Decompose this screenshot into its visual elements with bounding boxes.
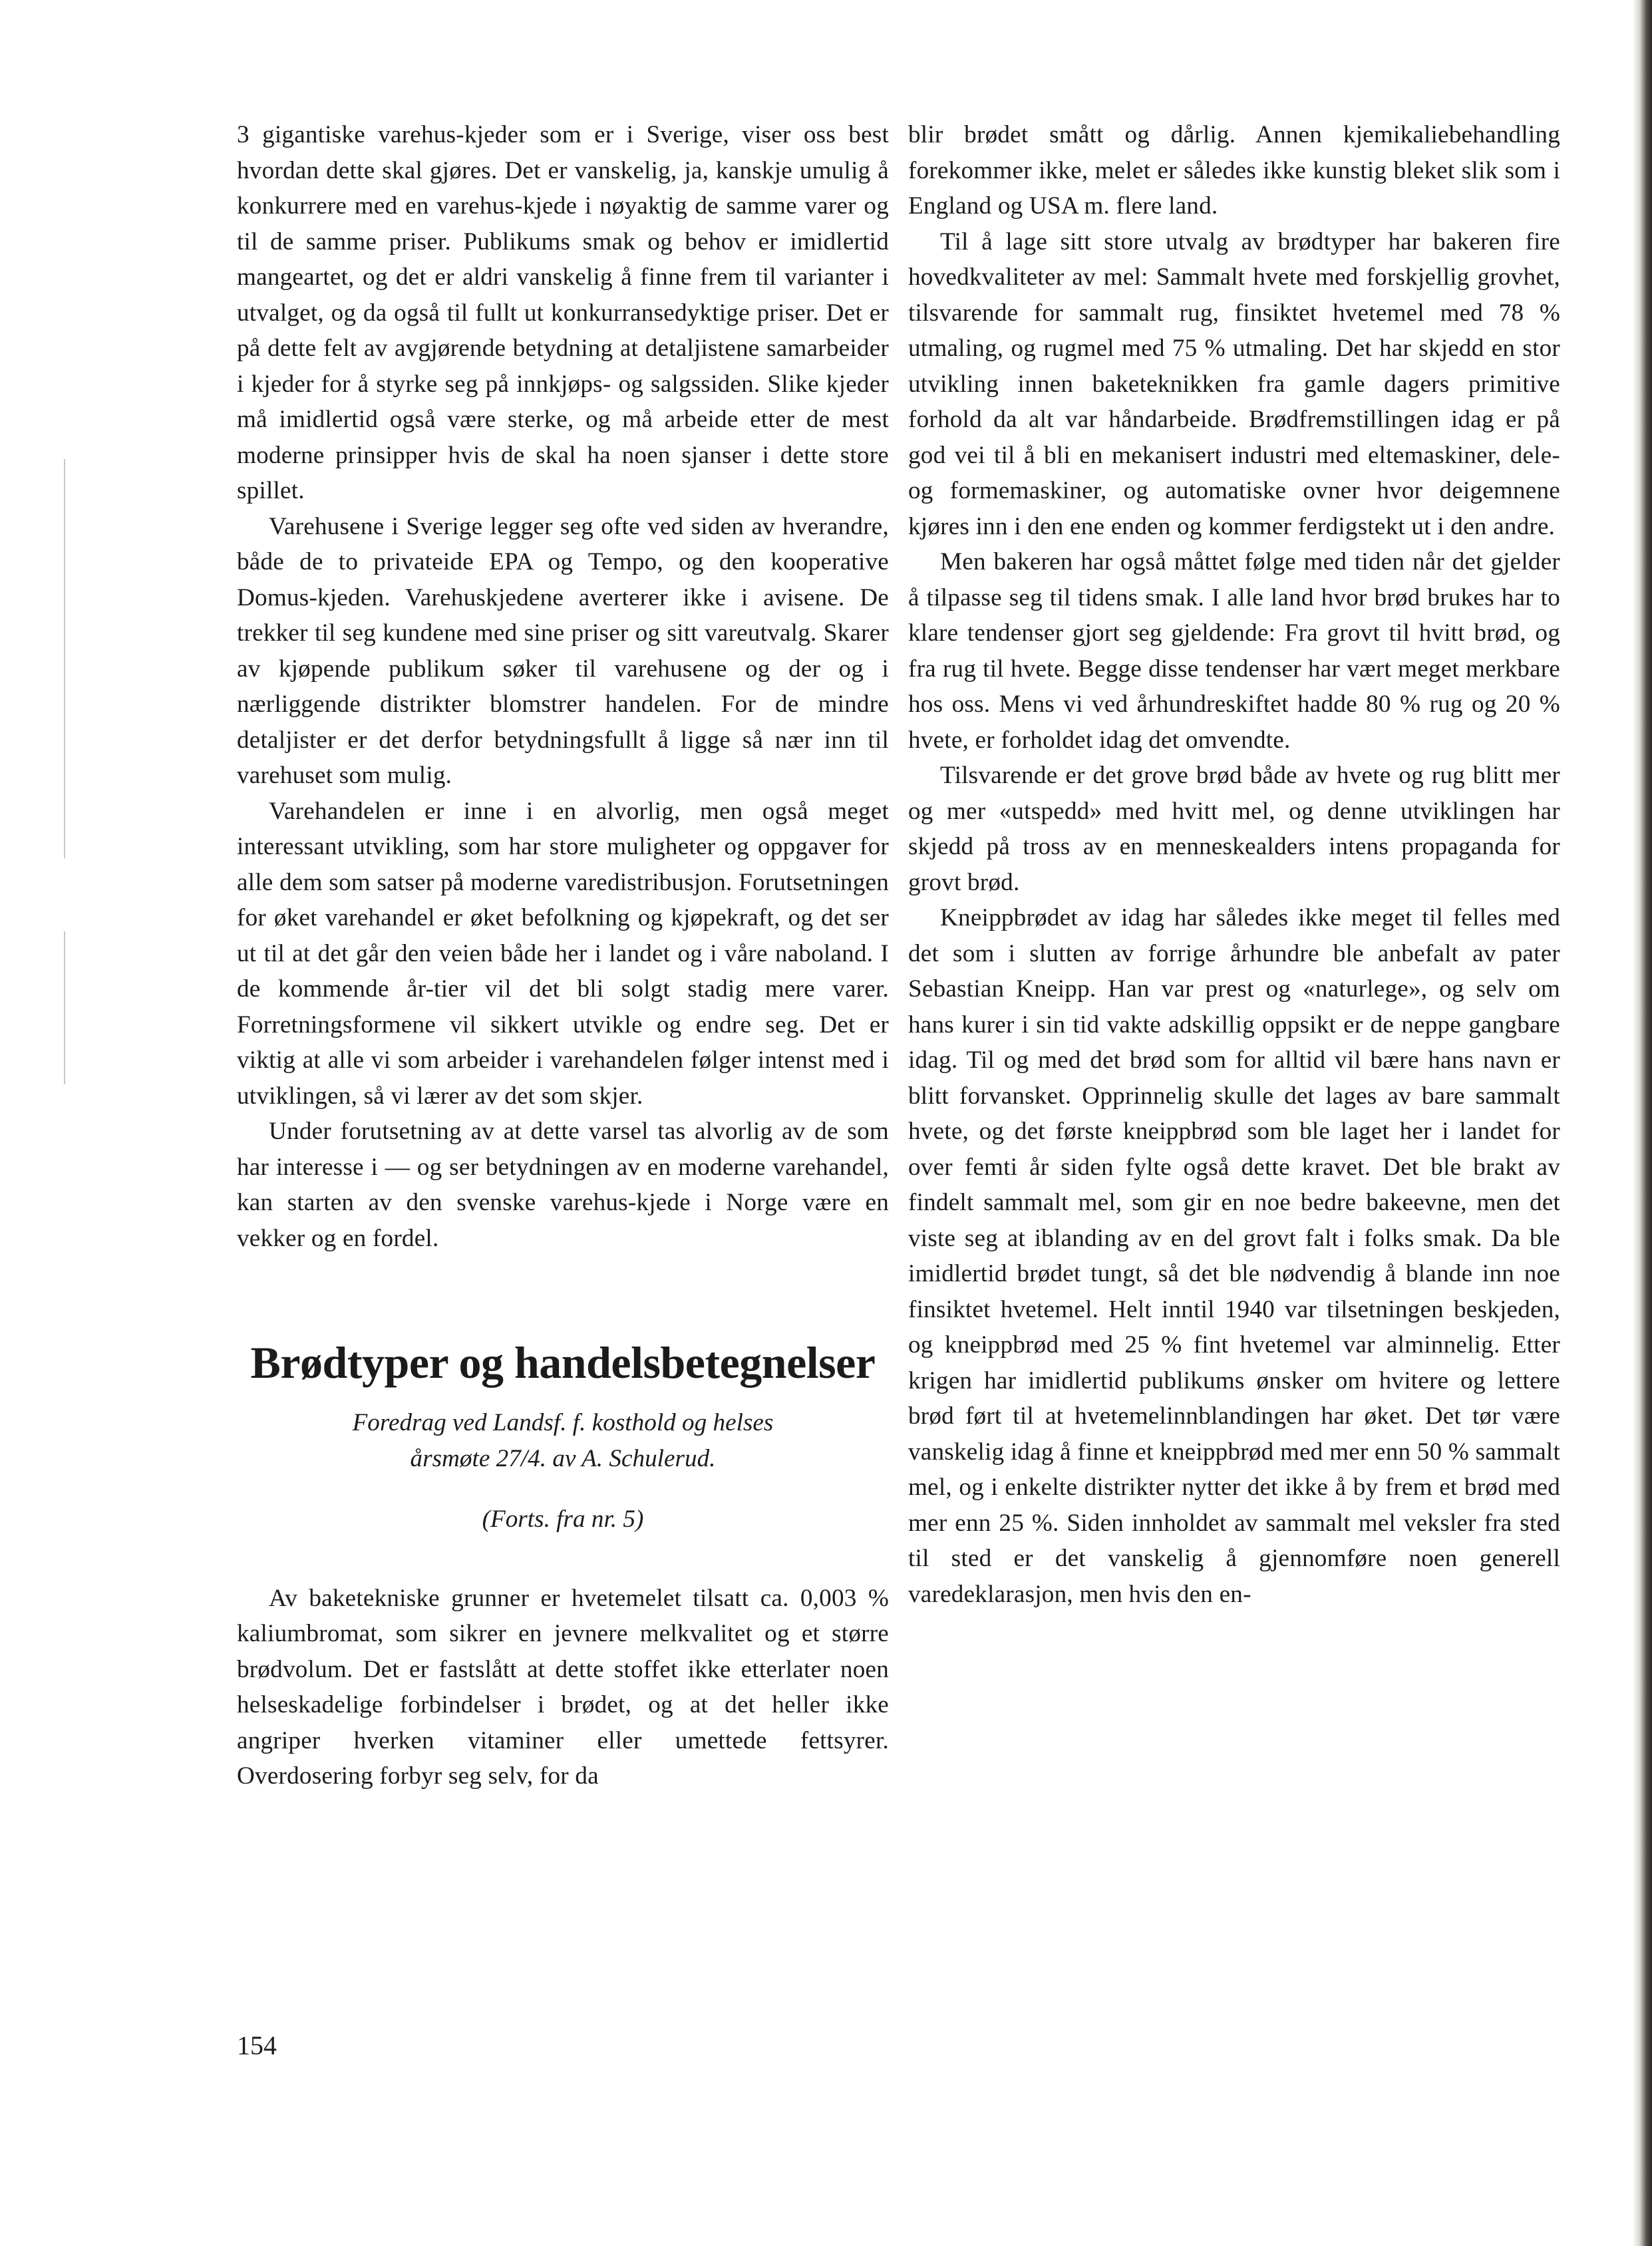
article-paragraph: blir brødet smått og dårlig. Annen kjemikaliebehandling forekommer ikke, melet er således ikke kunstig bleket slik som i England og USA m. flere land. [908, 121, 1560, 220]
article-paragraph: Kneippbrødet av idag har således ikke meget til felles med det som i slutten av forrige århundre ble anbefalt av pater Sebastian Kneipp. Han var prest og «naturlege», og selv om hans kurer i sin tid vakte adskillig oppsikt er de neppe gangbare idag. Til og med det brød som for alltid vil bære hans navn er blitt forvansket. Opprinnelig skulle det lages av bare sammalt hvete, og det første kneippbrød som ble laget her i landet for over femti år siden fylte også dette kravet. Det ble brakt av findelt sammalt mel, som gir en noe bedre bakeevne, men det viste seg at iblanding av en del grovt falt i folks smak. Da ble imidlertid brødet tungt, så det ble nødvendig å blande inn noe finsiktet hvetemel. Helt inntil 1940 var tilsetningen beskjeden, og kneippbrød med 25 % fint hvetemel var alminnelig. Etter krigen har imidlertid publikums ønsker om hvitere og lettere brød ført til at hvetemelinnblandingen har øket. Det tør være vanskelig idag å finne et kneippbrød med mer enn 50 % sammalt mel, og i enkelte distrikter nytter det ikke å by frem et brød med mer enn 25 %. Siden innholdet av sammalt mel veksler fra sted til sted er det vanskelig å gjennomføre noen generell varedeklarasjon, men hvis den en- [908, 904, 1560, 1608]
article-paragraph: Varehandelen er inne i en alvorlig, men også meget interessant utvikling, som har store muligheter og oppgaver for alle dem som satser på moderne varedistribusjon. Forutsetningen for øket varehandel er øket befolkning og kjøpekraft, og det ser ut til at det går den veien både her i landet og i våre naboland. I de kommende år-tier vil det bli solgt stadig mere varer. Forretningsformene vil sikkert utvikle og endre seg. Det er viktig at alle vi som arbeider i varehandelen følger intenst med i utviklingen, så vi lærer av det som skjer. [237, 797, 889, 1110]
article-paragraph: Av baketekniske grunner er hvetemelet tilsatt ca. 0,003 % kaliumbromat, som sikrer en jevnere melkvalitet og et større brødvolum. Det er fastslått at dette stoffet ikke etterlater noen helseskadelige forbindelser i brødet, og at det heller ikke angriper hverken vitaminer eller umettede fettsyrer. Overdosering forbyr seg selv, for da [237, 1584, 889, 1790]
right-column [908, 117, 1560, 1612]
article-heading: Brødtyper og handelsbetegnelser [250, 1337, 876, 1388]
left-margin-line [64, 459, 65, 858]
article-paragraph: Under forutsetning av at dette varsel tas alvorlig av de som har interesse i — og ser betydningen av en moderne varehandel, kan starten av den svenske varehus-kjede i Norge være en vekker og en fordel. [237, 1118, 889, 1252]
article-paragraph: Til å lage sitt store utvalg av brødtyper har bakeren fire hovedkvaliteter av mel: Sammalt hvete med forskjellig grovhet, tilsvarende for sammalt rug, finsiktet hvetemel med 78 % utmaling, og rugmel med 75 % utmaling. Det har skjedd en stor utvikling innen baketeknikken fra gamle dagers primitive forhold da alt var håndarbeide. Brødfremstillingen idag er på god vei til å bli en mekanisert industri med eltemaskiner, dele- og formemaskiner, og automatiske ovner hvor deigemnene kjøres inn i den ene enden og kommer ferdigstekt ut i den andre. [908, 228, 1560, 540]
page-number: 154 [237, 2030, 277, 2060]
article-subtitle: Foredrag ved Landsf. f. kosthold og helses [352, 1409, 774, 1436]
left-margin-line [64, 931, 65, 1084]
article-paragraph: 3 gigantiske varehus-kjeder som er i Sverige, viser oss best hvordan dette skal gjøres. Det er vanskelig, ja, kanskje umulig å konkurrere med en varehus-kjede i nøyaktig de samme varer og til de samme priser. Publikums smak og behov er imidlertid mangeartet, og det er aldri vanskelig å finne frem til varianter i utvalget, og da også til fullt ut konkurransedyktige priser. Det er på dette felt av avgjørende betydning at detaljistene samarbeider i kjeder for å styrke seg på innkjøps- og salgssiden. Slike kjeder må imidlertid også være sterke, og må arbeide etter de mest moderne prinsipper hvis de skal ha noen sjanser i dette store spillet. [237, 121, 889, 504]
article-paragraph: Varehusene i Sverige legger seg ofte ved siden av hverandre, både de to privateide EPA og Tempo, og den kooperative Domus-kjeden. Varehuskjedene averterer ikke i avisene. De trekker til seg kundene med sine priser og sitt vareutvalg. Skarer av kjøpende publikum søker til varehusene og der og i nærliggende distrikter blomstrer handelen. For de mindre detaljister er det derfor betydningsfullt å ligge så nær inn til varehuset som mulig. [237, 512, 889, 789]
continued-note: (Forts. fra nr. 5) [482, 1506, 644, 1533]
article-subtitle: årsmøte 27/4. av A. Schulerud. [410, 1444, 716, 1472]
article-paragraph: Men bakeren har også måttet følge med tiden når det gjelder å tilpasse seg til tidens smak. I alle land hvor brød brukes har to klare tendenser gjort seg gjeldende: Fra grovt til hvitt brød, og fra rug til hvete. Begge disse tendenser har vært meget merkbare hos oss. Mens vi ved århundreskiftet hadde 80 % rug og 20 % hvete, er forholdet idag det omvendte. [908, 548, 1560, 754]
left-column [237, 117, 889, 1794]
article-paragraph: Tilsvarende er det grove brød både av hvete og rug blitt mer og mer «utspedd» med hvitt mel, og denne utviklingen har skjedd på tross av en menneskealders intens propaganda for grovt brød. [908, 762, 1560, 896]
page-edge-shadow [1633, 0, 1652, 2246]
